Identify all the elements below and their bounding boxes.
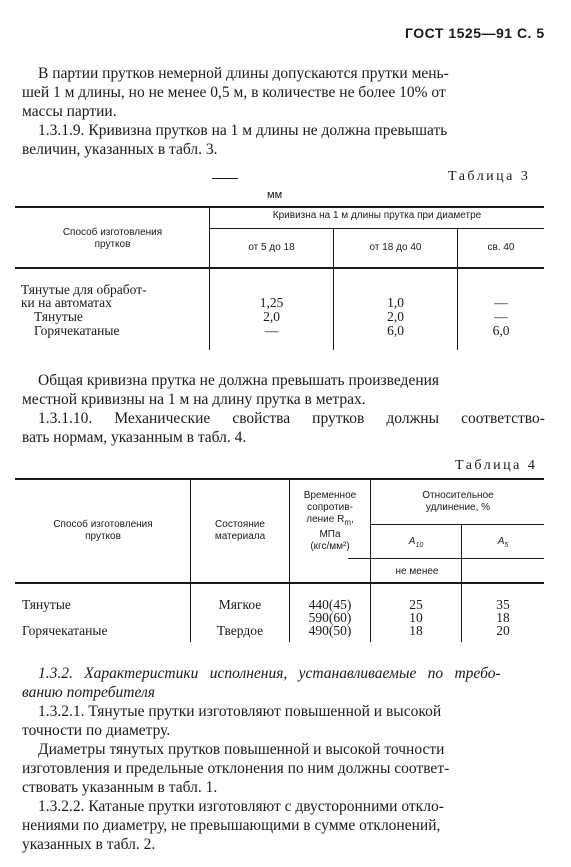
table3-unit: мм (267, 189, 283, 201)
strength-label: ление R (306, 514, 345, 525)
table4-caption: Таблица 4 (455, 458, 538, 473)
table-rule (209, 228, 544, 229)
table4-subcol-a5 (462, 536, 544, 552)
table3-col-group: Кривизна на 1 м длины прутка при диаметре (272, 210, 482, 221)
table-cell: — (264, 323, 279, 338)
table-cell: 20 (496, 623, 510, 638)
table-cell: Тянутые для обработ- (21, 282, 147, 297)
paragraph-line: точности по диаметру. (22, 722, 171, 739)
table-cell: 35 (496, 597, 510, 612)
paragraph-line: 1.3.1.10. Механические свойства прутков должны соответство- (38, 410, 545, 427)
table-rule (348, 558, 544, 559)
header-line: сопротив- (307, 502, 353, 513)
paragraph-line: Диаметры тянутых прутков повышенной и высокой точности (38, 741, 445, 758)
paragraph-line: нениями по диаметру, не превышающими в сумме отклонений, (22, 817, 441, 834)
table-cell: ки на автоматах (21, 295, 112, 310)
table-cell: 1,0 (387, 295, 404, 310)
paragraph-line: 1.3.2.2. Катаные прутки изготовляют с двусторонними откло- (38, 798, 444, 815)
table3-caption: Таблица 3 (448, 169, 531, 184)
table-cell: Горячекатаные (34, 323, 120, 338)
paragraph-line: массы партии. (22, 103, 117, 120)
table-cell: Твердое (216, 623, 264, 638)
header-line: A (408, 536, 416, 547)
paragraph-line: Общая кривизна прутка не должна превышать произведения (38, 372, 440, 389)
table-cell: 6,0 (387, 323, 404, 338)
header-line: удлинение, % (425, 502, 491, 513)
table-rule (15, 478, 544, 480)
table-cell: 2,0 (263, 309, 280, 324)
table-rule (15, 206, 544, 208)
header-line: прутков (94, 239, 131, 250)
table-cell: Горячекатаные (22, 623, 108, 638)
paragraph-line: ствовать указанным в табл. 1. (22, 779, 218, 796)
header-line: Относительное (422, 490, 494, 501)
table-cell: 590(60) (308, 610, 352, 625)
table4-col-state (192, 519, 288, 543)
table-rule (370, 524, 544, 525)
header-line: Способ изготовления (62, 227, 163, 238)
header-line: (кгс/мм²) (310, 541, 350, 552)
page-header: ГОСТ 1525—91 С. 5 (405, 25, 545, 41)
table-cell: Тянутые (22, 597, 71, 612)
paragraph-line: ванию потребителя (22, 684, 155, 701)
table-rule (15, 267, 544, 269)
table-cell: Тянутые (34, 309, 83, 324)
table-cell: 18 (496, 610, 510, 625)
paragraph-line: вать нормам, указанным в табл. 4. (22, 429, 247, 446)
table3-subcol: св. 40 (487, 242, 515, 253)
paragraph-line: В партии прутков немерной длины допускаются прутки мень- (38, 65, 449, 82)
table-cell: 490(50) (308, 623, 352, 638)
section-heading: 1.3.2. Характеристики исполнения, устанавливаемые по требо- (38, 665, 501, 682)
subscript: m (344, 518, 351, 527)
subscript: 10 (415, 542, 424, 549)
table3-subcol: от 5 до 18 (248, 242, 295, 253)
dash-mark (212, 178, 238, 179)
paragraph-line: шей 1 м длины, но не менее 0,5 м, в количестве не более 10% от (22, 84, 446, 101)
table-cell: 2,0 (387, 309, 404, 324)
table4-col-strength (291, 490, 369, 553)
table-cell: 440(45) (308, 597, 352, 612)
paragraph-line: 1.3.2.1. Тянутые прутки изготовляют повышенной и высокой (38, 703, 442, 720)
table4-col-elong (372, 490, 544, 514)
table-cell: Мягкое (218, 597, 262, 612)
header-line: материала (214, 531, 266, 542)
subscript: 5 (504, 542, 509, 549)
table-rule (15, 582, 544, 584)
paragraph-line: величин, указанных в табл. 3. (22, 141, 218, 158)
header-line: A (497, 536, 505, 547)
header-line: ление $R_m$, (306, 514, 354, 527)
table-cell: 10 (409, 610, 423, 625)
table3-subcol: от 18 до 40 (369, 242, 422, 253)
table-cell: — (494, 295, 508, 310)
paragraph-line: местной кривизны на 1 м на длину прутка в метрах. (22, 391, 366, 408)
header-line: Временное (303, 490, 357, 501)
table-cell: 25 (409, 597, 423, 612)
table-cell: 1,25 (259, 295, 284, 310)
table4-subcol-a10 (371, 536, 461, 552)
header-line: прутков (85, 531, 121, 542)
table-rule (190, 478, 191, 642)
paragraph-line (38, 664, 501, 683)
paragraph-line: изготовления и предельные отклонения по ним должны соответ- (22, 760, 450, 777)
table4-not-less: не менее (395, 566, 439, 577)
header-line: МПа (319, 529, 341, 540)
table-cell: 18 (409, 623, 423, 638)
table-cell: 6,0 (492, 323, 510, 338)
paragraph-line: указанных в табл. 2. (22, 836, 156, 853)
table3-col-method (20, 227, 205, 251)
header-line: Состояние (215, 519, 265, 530)
table-cell: — (494, 309, 508, 324)
paragraph-line: 1.3.1.9. Кривизна прутков на 1 м длины не должна превышать (38, 122, 448, 139)
table4-col-method (18, 519, 188, 543)
header-line: Способ изготовления (53, 519, 153, 530)
